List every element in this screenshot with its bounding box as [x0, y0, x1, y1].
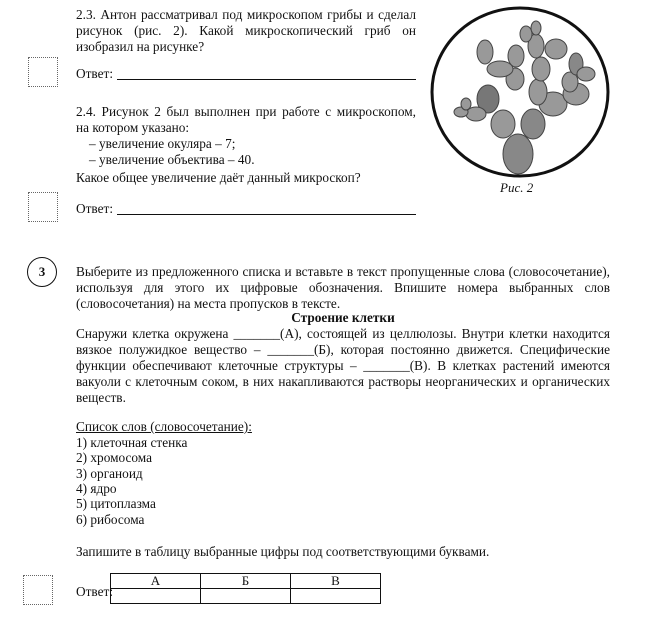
- score-box: [23, 575, 53, 605]
- answer-table: [110, 573, 381, 604]
- q23-line: рисунок (рис. 2). Какой микроскопический гриб он: [76, 23, 416, 38]
- list-item: 3) органоид: [76, 466, 143, 481]
- list-item: 6) рибосома: [76, 512, 145, 527]
- q3-text-line: Снаружи клетка окружена _______(А), состоящей из целлюлозы. Внутри клетки находится: [76, 326, 610, 341]
- q3-text-line: веществ.: [76, 390, 126, 405]
- q3-instruction: Запишите в таблицу выбранные цифры под соответствующими буквами.: [76, 544, 490, 559]
- table-header-v: В: [291, 574, 381, 589]
- q3-text-line: вакуоли с клеточным соком, в них накапливаются растворы неорганических и органических: [76, 374, 610, 389]
- q23-line: изобразил на рисунке?: [76, 39, 205, 54]
- q3-text-line: функции обеспечивают клеточные структуры – _______(В). В клетках растений имеются: [76, 358, 610, 373]
- list-item: 4) ядро: [76, 481, 117, 496]
- table-header-a: А: [111, 574, 201, 589]
- fungus-figure: [428, 4, 614, 180]
- table-header-b: Б: [201, 574, 291, 589]
- q24-answer-label: Ответ:: [76, 201, 114, 216]
- q24-question: Какое общее увеличение даёт данный микроскоп?: [76, 170, 361, 185]
- q24-line: 2.4. Рисунок 2 был выполнен при работе с микроскопом,: [76, 104, 416, 119]
- answer-cell-b[interactable]: [201, 589, 291, 604]
- q24-answer-field[interactable]: [117, 214, 416, 215]
- q24-item: – увеличение объектива – 40.: [89, 152, 255, 167]
- figure-caption: Рис. 2: [500, 180, 534, 195]
- q3-intro-line: Выберите из предложенного списка и вставьте в текст пропущенные слова (словосочетание),: [76, 264, 610, 279]
- q24-line: на котором указано:: [76, 120, 190, 135]
- list-item: 5) цитоплазма: [76, 496, 156, 511]
- q3-text-line: вязкое полужидкое вещество – _______(Б), которая постоянно движется. Специфические: [76, 342, 610, 357]
- list-item: 1) клеточная стенка: [76, 435, 188, 450]
- answer-cell-a[interactable]: [111, 589, 201, 604]
- q23-answer-label: Ответ:: [76, 66, 114, 81]
- q24-item: – увеличение окуляра – 7;: [89, 136, 236, 151]
- list-item: 2) хромосома: [76, 450, 153, 465]
- q3-list-title: Список слов (словосочетание):: [76, 419, 252, 434]
- answer-cell-v[interactable]: [291, 589, 381, 604]
- q23-answer-field[interactable]: [117, 79, 416, 80]
- q23-line: 2.3. Антон рассматривал под микроскопом грибы и сделал: [76, 7, 416, 22]
- q3-intro-line: используя для этого их цифровые обозначения. Впишите номера выбранных слов: [76, 280, 610, 295]
- q3-answer-label: Ответ:: [76, 584, 114, 599]
- q3-heading: Строение клетки: [291, 310, 395, 325]
- score-box: [28, 192, 58, 222]
- score-box: [28, 57, 58, 87]
- q3-intro-line: (словосочетания) на места пропусков в тексте.: [76, 296, 341, 311]
- question-number-badge: 3: [27, 257, 57, 287]
